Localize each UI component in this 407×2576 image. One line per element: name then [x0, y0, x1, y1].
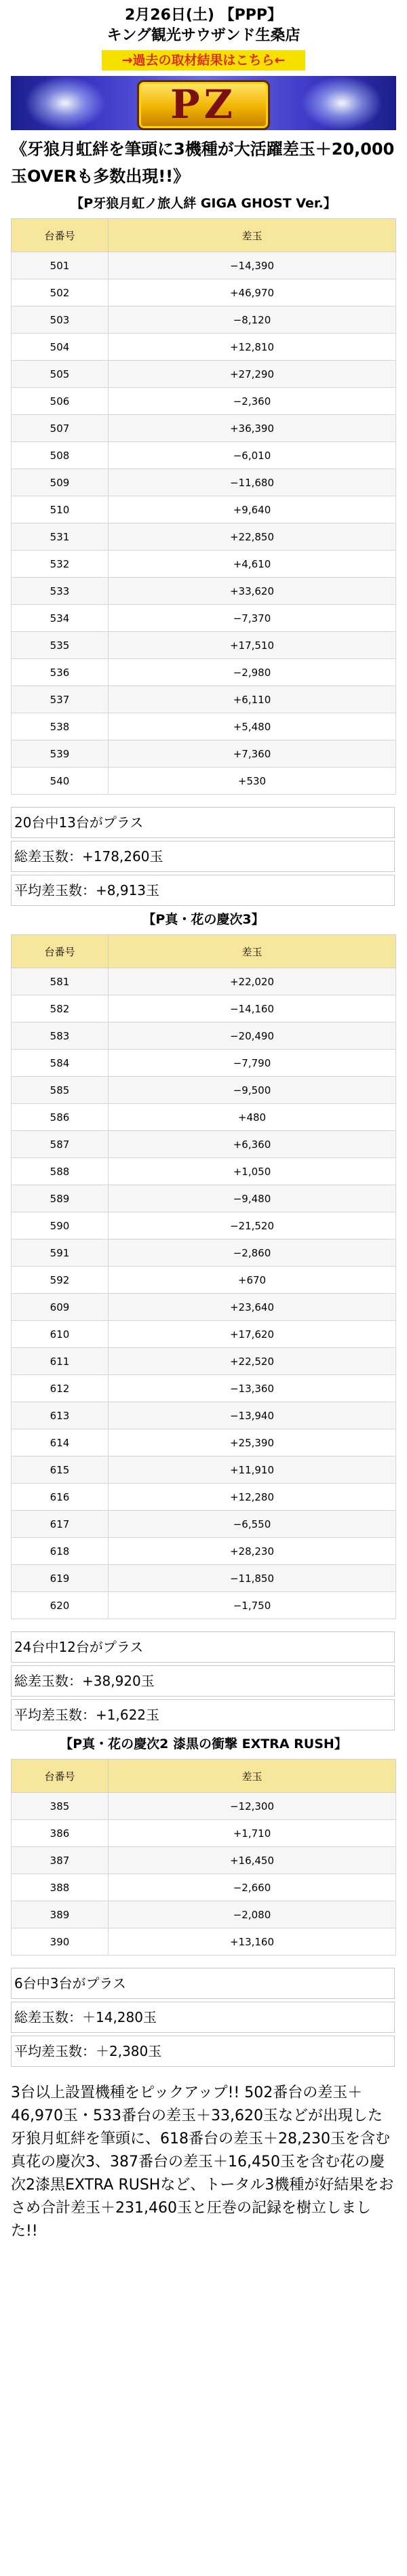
plus-count-summary: 6台中3台がプラス	[11, 1968, 395, 1999]
difference-cell: +6,360	[109, 1131, 396, 1158]
column-header-difference: 差玉	[109, 935, 396, 968]
table-row	[12, 659, 396, 686]
machine-number-cell: 587	[12, 1131, 109, 1158]
difference-cell: +22,850	[109, 523, 396, 551]
table-row	[12, 632, 396, 659]
machine-number-cell: 387	[12, 1847, 109, 1874]
table-row	[12, 551, 396, 578]
machine-title: 【P真・花の慶次3】	[142, 912, 265, 927]
difference-cell: +23,640	[109, 1294, 396, 1321]
machine-number-cell: 609	[12, 1294, 109, 1321]
difference-cell: +13,160	[109, 1928, 396, 1956]
machine-number-cell: 534	[12, 605, 109, 632]
table-row	[12, 388, 396, 415]
plus-count-summary: 24台中12台がプラス	[11, 1631, 395, 1663]
table-header-row	[12, 219, 396, 252]
machine-title: 【P真・花の慶次2 漆黒の衝撃 EXTRA RUSH】	[60, 1737, 347, 1751]
machine-number-cell: 584	[12, 1050, 109, 1077]
sparkle-right-icon	[301, 76, 383, 130]
machine-number-cell: 592	[12, 1267, 109, 1294]
table-row	[12, 1348, 396, 1375]
machine-number-cell: 617	[12, 1511, 109, 1538]
table-row	[12, 1820, 396, 1847]
machine-number-cell: 533	[12, 578, 109, 605]
difference-cell: +1,050	[109, 1158, 396, 1185]
table-row	[12, 469, 396, 496]
machine-number-cell: 586	[12, 1104, 109, 1131]
total-difference-summary: 総差玉数：+178,260玉	[11, 841, 395, 872]
difference-cell: +7,360	[109, 740, 396, 768]
table-row	[12, 686, 396, 713]
machine-number-cell: 506	[12, 388, 109, 415]
machine-number-cell: 585	[12, 1077, 109, 1104]
difference-cell: −14,390	[109, 252, 396, 279]
table-row	[12, 1484, 396, 1511]
headline: 《牙狼月虹絆を筆頭に3機種が大活躍差玉＋20,000玉OVERも多数出現!!》	[11, 140, 395, 186]
machine-number-cell: 591	[12, 1240, 109, 1267]
difference-cell: +530	[109, 768, 396, 795]
table-row	[12, 1457, 396, 1484]
difference-cell: −8,120	[109, 306, 396, 334]
difference-cell: +12,280	[109, 1484, 396, 1511]
machine-number-cell: 611	[12, 1348, 109, 1375]
table-row	[12, 1874, 396, 1901]
table-row	[12, 1793, 396, 1820]
difference-cell: −11,680	[109, 469, 396, 496]
table-row	[12, 1023, 396, 1050]
machine-number-cell: 538	[12, 713, 109, 740]
table-row	[12, 1212, 396, 1240]
difference-cell: −9,480	[109, 1185, 396, 1212]
results-table	[11, 1759, 396, 1956]
machine-number-cell: 386	[12, 1820, 109, 1847]
past-results-link[interactable]: →過去の取材結果はこちら←	[102, 50, 305, 71]
column-header-difference: 差玉	[109, 1760, 396, 1793]
machine-number-cell: 508	[12, 442, 109, 469]
difference-cell: −12,300	[109, 1793, 396, 1820]
table-row	[12, 578, 396, 605]
plus-count-summary: 20台中13台がプラス	[11, 807, 395, 838]
machine-number-cell: 616	[12, 1484, 109, 1511]
table-row	[12, 1158, 396, 1185]
machine-number-cell: 503	[12, 306, 109, 334]
machine-number-cell: 615	[12, 1457, 109, 1484]
machine-number-cell: 610	[12, 1321, 109, 1348]
difference-cell: +27,290	[109, 361, 396, 388]
machine-number-cell: 614	[12, 1429, 109, 1457]
table-row	[12, 995, 396, 1023]
table-row	[12, 768, 396, 795]
table-row	[12, 1131, 396, 1158]
machine-number-cell: 582	[12, 995, 109, 1023]
table-row	[12, 252, 396, 279]
table-row	[12, 1928, 396, 1956]
machine-number-cell: 509	[12, 469, 109, 496]
difference-cell: −6,010	[109, 442, 396, 469]
closing-text: 3台以上設置機種をピックアップ!! 502番台の差玉＋46,970玉・533番台の差玉＋33,620玉などが出現した牙狼月虹絆を筆頭に、618番台の差玉＋28,230玉を含む真花の慶次3、387番台の差玉＋16,450玉を含む花の慶次2漆黒EXTRA RUSHなど、トータル3機種が好結果をおさめ合計差玉＋231,460玉と圧巻の記録を樹立しました!!	[11, 2084, 394, 2240]
results-table	[11, 934, 396, 1619]
total-difference-summary: 総差玉数：+38,920玉	[11, 1665, 395, 1697]
table-row	[12, 1240, 396, 1267]
table-row	[12, 1077, 396, 1104]
average-difference-summary: 平均差玉数：+1,622玉	[11, 1699, 395, 1730]
column-header-machine-number: 台番号	[12, 219, 109, 252]
event-date: 2月26日(土) 【PPP】	[124, 7, 283, 24]
difference-cell: −11,850	[109, 1565, 396, 1592]
difference-cell: −9,500	[109, 1077, 396, 1104]
machine-number-cell: 612	[12, 1375, 109, 1402]
machine-number-cell: 505	[12, 361, 109, 388]
difference-cell: +46,970	[109, 279, 396, 306]
machine-number-cell: 531	[12, 523, 109, 551]
machine-number-cell: 590	[12, 1212, 109, 1240]
table-row	[12, 1847, 396, 1874]
table-row	[12, 605, 396, 632]
column-header-machine-number: 台番号	[12, 1760, 109, 1793]
machine-number-cell: 385	[12, 1793, 109, 1820]
difference-cell: −13,940	[109, 1402, 396, 1429]
table-row	[12, 523, 396, 551]
difference-cell: +36,390	[109, 415, 396, 442]
machine-title: 【P牙狼月虹ノ旅人絆 GIGA GHOST Ver.】	[71, 196, 336, 211]
difference-cell: −2,360	[109, 388, 396, 415]
machine-number-cell: 583	[12, 1023, 109, 1050]
table-row	[12, 496, 396, 523]
difference-cell: −14,160	[109, 995, 396, 1023]
difference-cell: −20,490	[109, 1023, 396, 1050]
machine-number-cell: 539	[12, 740, 109, 768]
machine-number-cell: 535	[12, 632, 109, 659]
table-row	[12, 740, 396, 768]
machine-number-cell: 619	[12, 1565, 109, 1592]
difference-cell: −2,860	[109, 1240, 396, 1267]
table-row	[12, 1901, 396, 1928]
difference-cell: +22,520	[109, 1348, 396, 1375]
table-row	[12, 1267, 396, 1294]
table-row	[12, 306, 396, 334]
machine-number-cell: 537	[12, 686, 109, 713]
machine-number-cell: 501	[12, 252, 109, 279]
difference-cell: −2,080	[109, 1901, 396, 1928]
table-header-row	[12, 935, 396, 968]
table-row	[12, 1050, 396, 1077]
difference-cell: −2,980	[109, 659, 396, 686]
difference-cell: +16,450	[109, 1847, 396, 1874]
machine-number-cell: 620	[12, 1592, 109, 1619]
difference-cell: −13,360	[109, 1375, 396, 1402]
table-row	[12, 1592, 396, 1619]
machine-number-cell: 589	[12, 1185, 109, 1212]
table-header-row	[12, 1760, 396, 1793]
machine-number-cell: 510	[12, 496, 109, 523]
difference-cell: +12,810	[109, 334, 396, 361]
machine-number-cell: 507	[12, 415, 109, 442]
table-row	[12, 1294, 396, 1321]
event-banner	[11, 76, 396, 130]
difference-cell: +480	[109, 1104, 396, 1131]
difference-cell: +33,620	[109, 578, 396, 605]
sparkle-left-icon	[24, 76, 106, 130]
machine-number-cell: 588	[12, 1158, 109, 1185]
table-row	[12, 442, 396, 469]
difference-cell: −21,520	[109, 1212, 396, 1240]
difference-cell: +670	[109, 1267, 396, 1294]
machine-number-cell: 504	[12, 334, 109, 361]
table-row	[12, 1565, 396, 1592]
machine-number-cell: 540	[12, 768, 109, 795]
difference-cell: −7,370	[109, 605, 396, 632]
difference-cell: −2,660	[109, 1874, 396, 1901]
difference-cell: +1,710	[109, 1820, 396, 1847]
machine-number-cell: 613	[12, 1402, 109, 1429]
difference-cell: +28,230	[109, 1538, 396, 1565]
table-row	[12, 713, 396, 740]
difference-cell: +17,510	[109, 632, 396, 659]
table-row	[12, 1375, 396, 1402]
column-header-difference: 差玉	[109, 219, 396, 252]
table-row	[12, 968, 396, 995]
table-row	[12, 1538, 396, 1565]
results-sections	[0, 190, 407, 2067]
table-row	[12, 1104, 396, 1131]
table-row	[12, 1429, 396, 1457]
difference-cell: −7,790	[109, 1050, 396, 1077]
table-row	[12, 361, 396, 388]
machine-number-cell: 502	[12, 279, 109, 306]
difference-cell: −1,750	[109, 1592, 396, 1619]
difference-cell: +4,610	[109, 551, 396, 578]
machine-number-cell: 536	[12, 659, 109, 686]
column-header-machine-number: 台番号	[12, 935, 109, 968]
machine-number-cell: 581	[12, 968, 109, 995]
total-difference-summary: 総差玉数：＋14,280玉	[11, 2002, 395, 2033]
machine-number-cell: 618	[12, 1538, 109, 1565]
machine-number-cell: 532	[12, 551, 109, 578]
difference-cell: +17,620	[109, 1321, 396, 1348]
table-row	[12, 334, 396, 361]
average-difference-summary: 平均差玉数：+8,913玉	[11, 875, 395, 906]
difference-cell: +22,020	[109, 968, 396, 995]
difference-cell: +6,110	[109, 686, 396, 713]
difference-cell: +5,480	[109, 713, 396, 740]
results-table	[11, 218, 396, 795]
difference-cell: +11,910	[109, 1457, 396, 1484]
machine-number-cell: 388	[12, 1874, 109, 1901]
pz-logo: PZ	[137, 80, 270, 130]
table-row	[12, 1185, 396, 1212]
difference-cell: −6,550	[109, 1511, 396, 1538]
difference-cell: +9,640	[109, 496, 396, 523]
table-row	[12, 1402, 396, 1429]
machine-number-cell: 390	[12, 1928, 109, 1956]
machine-number-cell: 389	[12, 1901, 109, 1928]
table-row	[12, 1511, 396, 1538]
table-row	[12, 279, 396, 306]
difference-cell: +25,390	[109, 1429, 396, 1457]
store-name: キング観光サウザンド生桑店	[106, 27, 301, 44]
table-row	[12, 1321, 396, 1348]
table-row	[12, 415, 396, 442]
average-difference-summary: 平均差玉数：＋2,380玉	[11, 2036, 395, 2067]
